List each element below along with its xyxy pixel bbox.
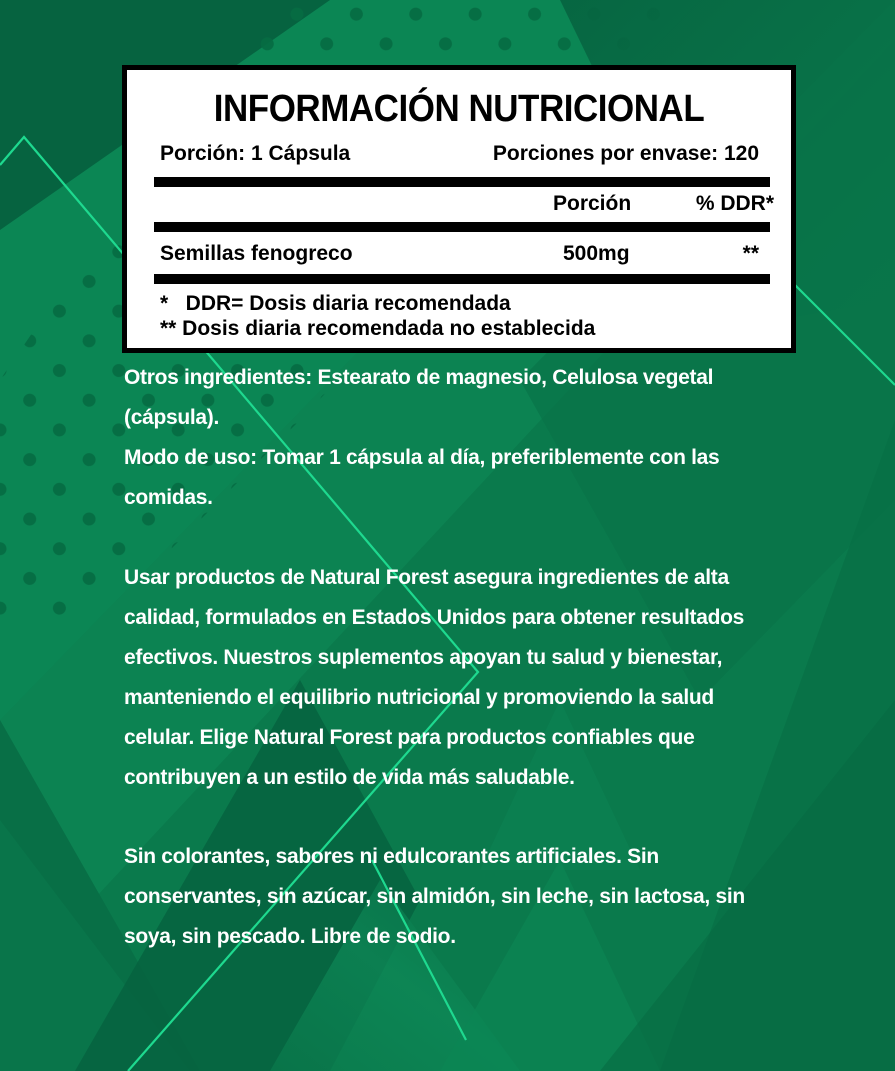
usage-line-1: Modo de uso: Tomar 1 cápsula al día, preferiblemente con las [124, 446, 720, 469]
ingredient-name: Semillas fenogreco [160, 242, 353, 265]
ingredients-and-usage [124, 358, 884, 518]
footnote-not-established: ** Dosis diaria recomendada no establecida [160, 317, 596, 340]
free-from-line: soya, sin pescado. Libre de sodio. [124, 925, 456, 948]
other-ingredients-line-2: (cápsula). [124, 406, 220, 429]
nutrition-facts-panel [122, 65, 796, 353]
brand-line: manteniendo el equilibrio nutricional y promoviendo la salud [124, 686, 714, 709]
brand-paragraph [124, 558, 884, 798]
other-ingredients-line-1: Otros ingredientes: Estearato de magnesio, Celulosa vegetal [124, 366, 714, 389]
ingredient-ddr: ** [742, 242, 759, 265]
usage-line-2: comidas. [124, 486, 213, 509]
brand-line: contribuyen a un estilo de vida más saludable. [124, 766, 575, 789]
brand-line: calidad, formulados en Estados Unidos para obtener resultados [124, 606, 745, 629]
divider-bar [154, 274, 770, 284]
free-from-paragraph [124, 837, 884, 957]
panel-title: INFORMACIÓN NUTRICIONAL [213, 88, 705, 130]
servings-per-container: Porciones por envase: 120 [492, 142, 759, 165]
brand-line: celular. Elige Natural Forest para productos confiables que [124, 726, 695, 749]
brand-line: Usar productos de Natural Forest asegura ingredientes de alta [124, 566, 729, 589]
free-from-line: conservantes, sin azúcar, sin almidón, sin leche, sin lactosa, sin [124, 885, 745, 908]
column-header-ddr: % DDR* [695, 192, 774, 215]
divider-bar [154, 222, 770, 232]
footnote-ddr: * DDR= Dosis diaria recomendada [160, 292, 511, 315]
free-from-line: Sin colorantes, sabores ni edulcorantes artificiales. Sin [124, 845, 659, 868]
serving-size: Porción: 1 Cápsula [160, 142, 351, 165]
ingredient-amount: 500mg [563, 242, 630, 265]
column-header-portion: Porción [553, 192, 632, 215]
brand-line: efectivos. Nuestros suplementos apoyan tu salud y bienestar, [124, 646, 723, 669]
divider-bar [154, 177, 770, 187]
